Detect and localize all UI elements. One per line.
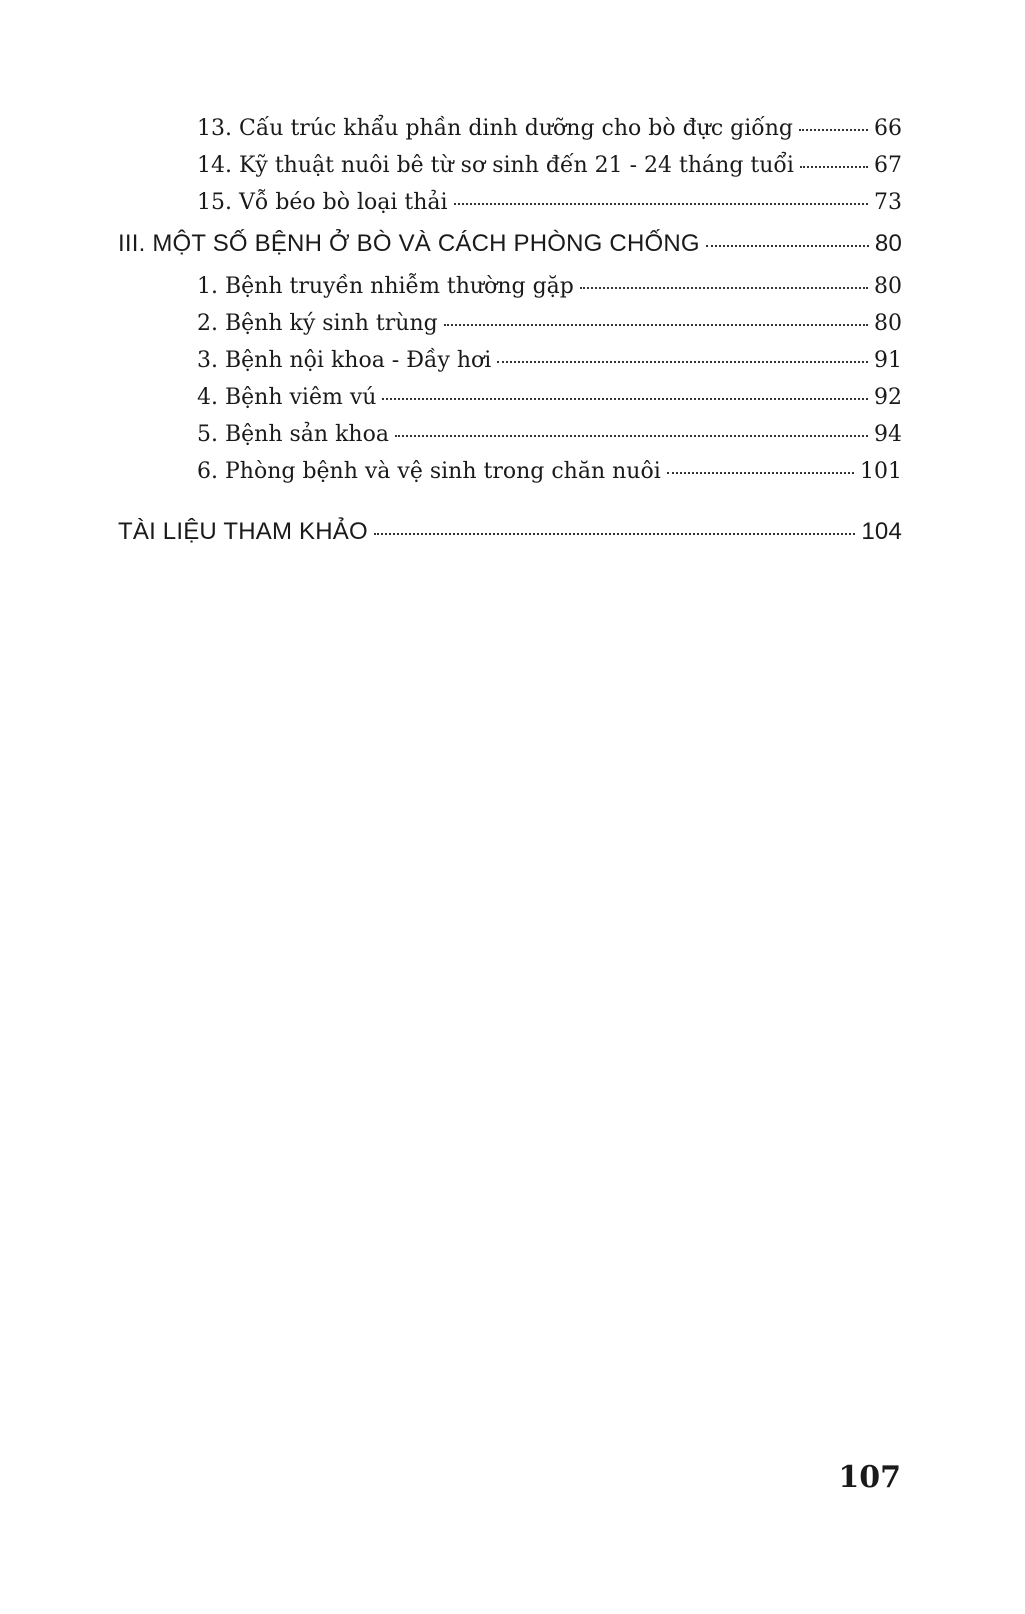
toc-entry-page: 67	[874, 153, 902, 178]
dot-leader	[444, 324, 868, 326]
toc-entry-page: 80	[874, 230, 902, 257]
dot-leader	[580, 287, 868, 289]
dot-leader	[454, 203, 868, 205]
toc-entry-title: 3. Bệnh nội khoa - Đầy hơi	[197, 348, 492, 373]
toc-entry-page: 73	[874, 190, 902, 215]
toc-entry-title: 2. Bệnh ký sinh trùng	[197, 311, 438, 336]
dot-leader	[395, 435, 868, 437]
toc-entry	[197, 116, 902, 141]
toc-entry	[197, 459, 902, 484]
toc-entry	[197, 311, 902, 336]
dot-leader	[706, 245, 869, 247]
toc-section-heading	[118, 230, 902, 258]
toc-entry-title: 4. Bệnh viêm vú	[197, 385, 377, 410]
toc-entry	[197, 274, 902, 299]
toc-entry-page: 92	[874, 385, 902, 410]
toc-entry-title: III. MỘT SỐ BỆNH Ở BÒ VÀ CÁCH PHÒNG CHỐNG	[118, 230, 700, 257]
page-number: 107	[838, 1460, 901, 1495]
toc-entry	[197, 153, 902, 178]
toc-entry-title: 6. Phòng bệnh và vệ sinh trong chăn nuôi	[197, 459, 661, 484]
toc-entry-title: TÀI LIỆU THAM KHẢO	[118, 518, 368, 545]
toc-entry-page: 80	[874, 311, 902, 336]
toc-entry-page: 101	[860, 459, 902, 484]
dot-leader	[382, 398, 868, 400]
dot-leader	[374, 533, 855, 535]
toc-entry	[197, 190, 902, 215]
toc-entry-page: 66	[874, 116, 902, 141]
toc-entry-title: 15. Vỗ béo bò loại thải	[197, 190, 448, 215]
toc-entry-title: 5. Bệnh sản khoa	[197, 422, 389, 447]
toc-entry-title: 14. Kỹ thuật nuôi bê từ sơ sinh đến 21 - 24 tháng tuổi	[197, 153, 794, 178]
toc-entry-title: 13. Cấu trúc khẩu phần dinh dưỡng cho bò đực giống	[197, 116, 793, 141]
toc-entry	[197, 422, 902, 447]
toc-entry	[197, 348, 902, 373]
dot-leader	[667, 472, 854, 474]
toc-entry-page: 94	[874, 422, 902, 447]
dot-leader	[800, 166, 868, 168]
toc-references-heading	[118, 518, 902, 546]
toc-entry-page: 80	[874, 274, 902, 299]
dot-leader	[497, 361, 868, 363]
toc-entry-page: 104	[861, 518, 902, 545]
toc-entry-page: 91	[874, 348, 902, 373]
toc-entry	[197, 385, 902, 410]
dot-leader	[799, 129, 868, 131]
toc-entry-title: 1. Bệnh truyền nhiễm thường gặp	[197, 274, 574, 299]
